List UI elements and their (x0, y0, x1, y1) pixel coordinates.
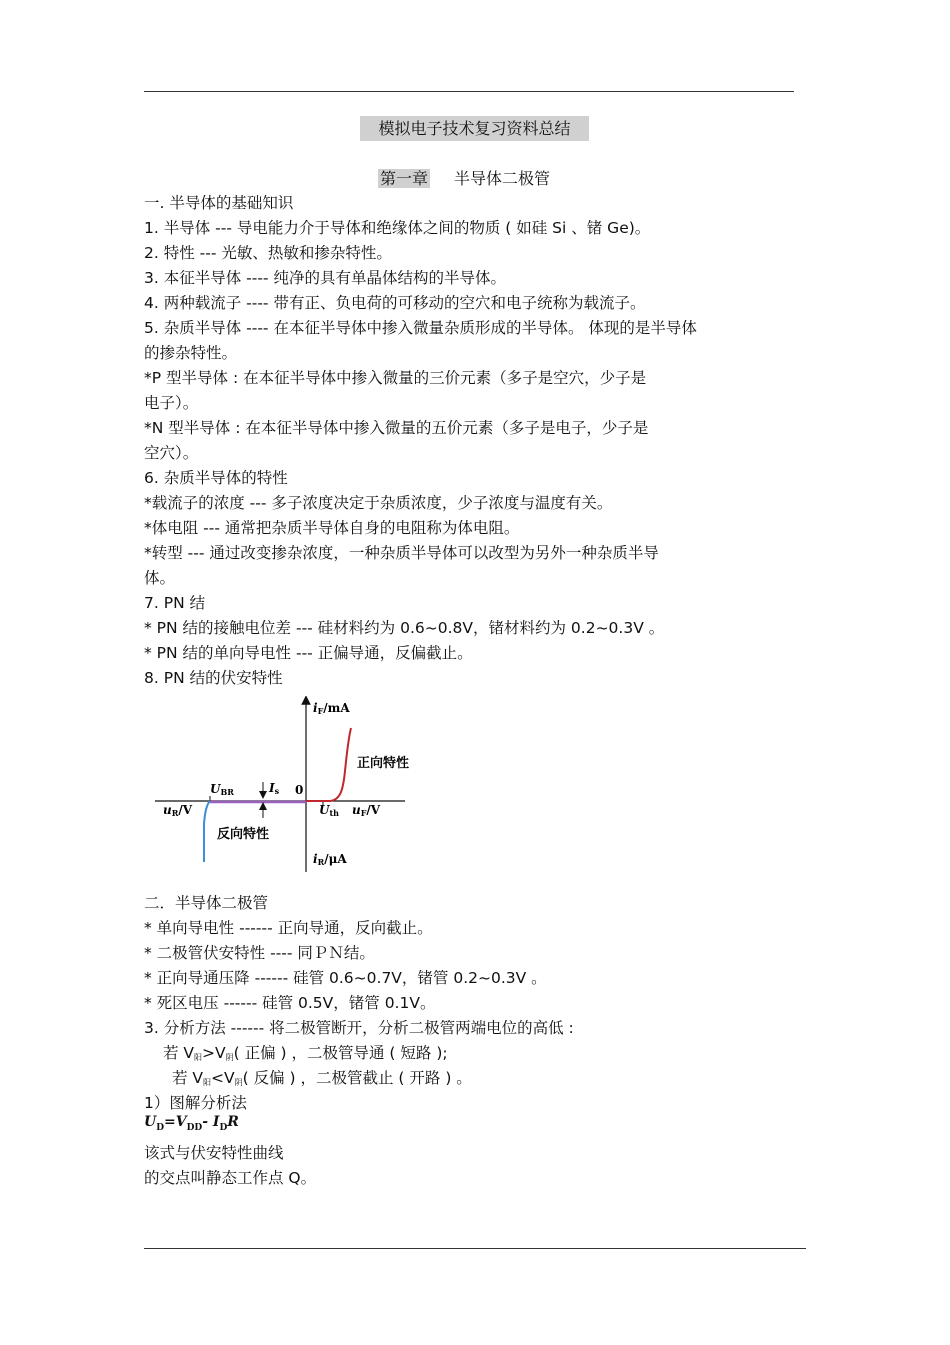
page-title: 模拟电子技术复习资料总结 (360, 116, 589, 141)
condition-reverse: 若 $V_阳<V_阴$( 反偏 ) ，二极管截止 ( 开路 ) 。 (172, 1069, 472, 1087)
bottom-rule (144, 1248, 806, 1249)
text-line: * PN 结的单向导电性 --- 正偏导通，反偏截止。 (144, 644, 473, 662)
text-line: 空穴）。 (144, 444, 199, 462)
text-line: *N 型半导体 : 在本征半导体中掺入微量的五价元素（多子是电子，少子是 (144, 419, 649, 437)
text-line: 2. 特性 --- 光敏、热敏和掺杂特性。 (144, 244, 392, 262)
reverse-curve (204, 801, 210, 862)
forward-label: 正向特性 (357, 756, 410, 771)
text-line: *体电阻 --- 通常把杂质半导体自身的电阻称为体电阻。 (144, 519, 520, 537)
reverse-label: 反向特性 (217, 827, 270, 842)
text-line: * 死区电压 ------ 硅管 0.5V，锗管 0.1V。 (144, 994, 436, 1012)
forward-curve (306, 728, 351, 801)
chapter-heading (378, 167, 550, 191)
chapter-label: 第一章 (380, 169, 429, 188)
text-line: * 二极管伏安特性 ---- 同ＰＮ结。 (144, 944, 375, 962)
text-line: 一. 半导体的基础知识 (144, 194, 294, 212)
y-axis-label: iF/mA (313, 701, 350, 716)
text-line: 4. 两种载流子 ---- 带有正、负电荷的可移动的空穴和电子统称为载流子。 (144, 294, 646, 312)
text-line: 7. PN 结 (144, 594, 206, 612)
text-line: *转型 --- 通过改变掺杂浓度，一种杂质半导体可以改型为另外一种杂质半导 (144, 544, 659, 562)
text-line: 二．半导体二极管 (144, 894, 269, 912)
text-line: 5. 杂质半导体 ---- 在本征半导体中掺入微量杂质形成的半导体。 体现的是半导体 (144, 319, 697, 337)
threshold-label: Uth (319, 803, 339, 818)
text-line: 的交点叫静态工作点 Q。 (144, 1169, 317, 1187)
text-line: 3. 本征半导体 ---- 纯净的具有单晶体结构的半导体。 (144, 269, 506, 287)
text-line: 该式与伏安特性曲线 (144, 1144, 284, 1162)
text-line: * 正向导通压降 ------ 硅管 0.6~0.7V，锗管 0.2~0.3V 。 (144, 969, 547, 987)
text-line: 体。 (144, 569, 176, 587)
saturation-label: Is (269, 781, 280, 796)
text-line: * 单向导电性 ------ 正向导通，反向截止。 (144, 919, 433, 937)
text-line: * PN 结的接触电位差 --- 硅材料约为 0.6~0.8V，锗材料约为 0.2~0.3V 。 (144, 619, 665, 637)
condition-forward: 若 $V_阳>V_阴$( 正偏 ) ，二极管导通 ( 短路 ); (163, 1044, 448, 1062)
text-line: 电子）。 (144, 394, 199, 412)
text-line: 6. 杂质半导体的特性 (144, 469, 288, 487)
x-axis-label: uF/V (352, 803, 381, 818)
pn-iv-characteristic-figure (155, 696, 415, 874)
top-rule (144, 91, 794, 92)
origin-label: 0 (295, 783, 304, 797)
text-line: *载流子的浓度 --- 多子浓度决定于杂质浓度，少子浓度与温度有关。 (144, 494, 613, 512)
breakdown-label: UBR (210, 782, 234, 797)
text-line: 8. PN 结的伏安特性 (144, 669, 283, 687)
text-line: *P 型半导体 : 在本征半导体中掺入微量的三价元素（多子是空穴，少子是 (144, 369, 647, 387)
chapter-name: 半导体二极管 (454, 169, 551, 188)
neg-y-axis-label: iR/μA (313, 852, 347, 867)
method-heading: 1）图解分析法 (144, 1094, 247, 1112)
load-line-formula: $U_D=V_{DD}-$ $I_DR$ (144, 1114, 239, 1133)
text-line: 3. 分析方法 ------ 将二极管断开，分析二极管两端电位的高低 : (144, 1019, 574, 1037)
text-line: 的掺杂特性。 (144, 344, 238, 362)
text-line: 1. 半导体 --- 导电能力介于导体和绝缘体之间的物质 ( 如硅 Si 、锗 Ge)。 (144, 219, 651, 237)
neg-x-axis-label: uR/V (163, 803, 193, 818)
